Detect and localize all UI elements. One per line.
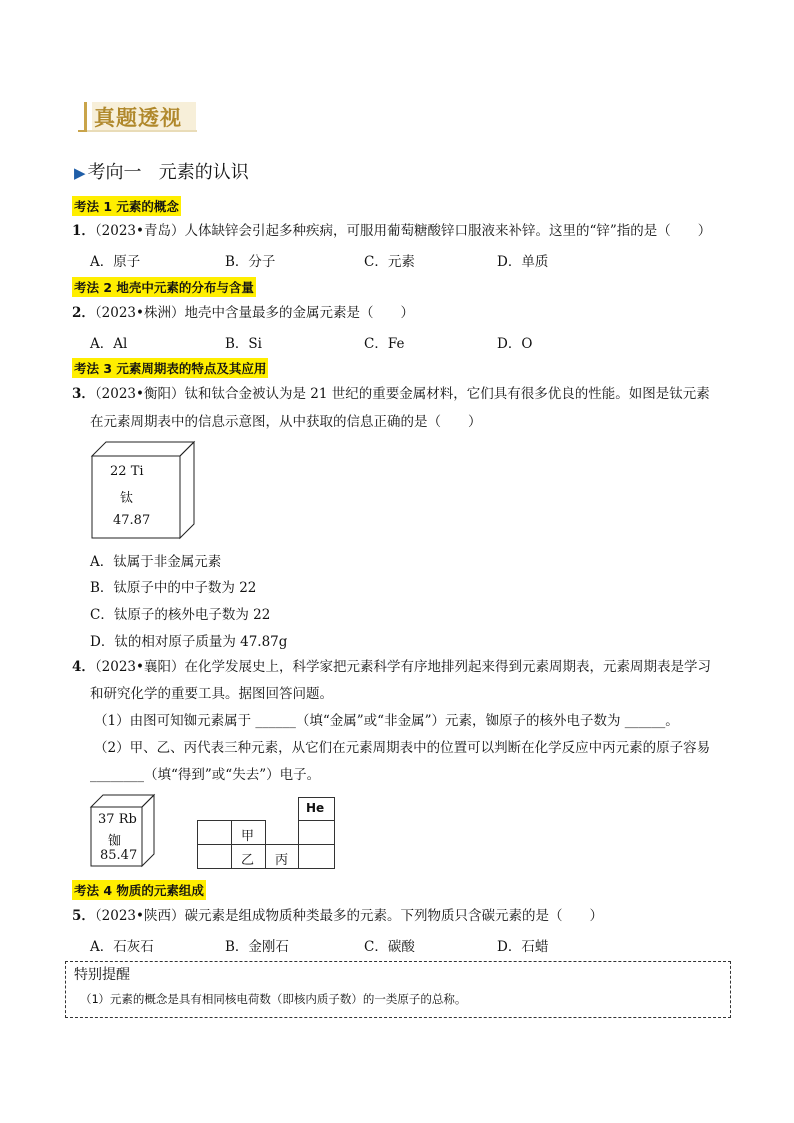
question-4-line-2: 和研究化学的重要工具。据图回答问题。 bbox=[90, 686, 333, 702]
question-text: （2023•陕西）碳元素是组成物质种类最多的元素。下列物质只含碳元素的是（ ） bbox=[94, 908, 603, 924]
option-b: B．Si bbox=[225, 336, 262, 352]
option-c: C．Fe bbox=[364, 336, 405, 352]
question-4-line-1 bbox=[72, 658, 711, 676]
option-a: A．石灰石 bbox=[90, 939, 154, 955]
titanium-number-symbol bbox=[110, 464, 144, 479]
table-cell-jia bbox=[231, 820, 266, 845]
special-reminder-box bbox=[65, 961, 731, 1018]
element-symbol: Ti bbox=[130, 464, 144, 479]
question-3-line-1 bbox=[72, 385, 710, 403]
element-name: 铷 bbox=[108, 834, 122, 849]
table-cell-he bbox=[298, 797, 335, 821]
atomic-number: 22 bbox=[110, 464, 127, 479]
question-text: （2023•衡阳）钛和钛合金被认为是 21 世纪的重要金属材料，它们具有很多优良的性能。如图是钛元素 bbox=[94, 386, 710, 402]
question-number: 5． bbox=[72, 908, 95, 924]
option-c: C．碳酸 bbox=[364, 939, 415, 955]
element-name: 钛 bbox=[120, 491, 134, 506]
table-cell-yi bbox=[231, 844, 266, 869]
option-d: D．O bbox=[497, 336, 533, 352]
reminder-title: 特别提醒 bbox=[74, 967, 130, 983]
question-2 bbox=[72, 304, 414, 322]
periodic-table-fragment bbox=[197, 797, 337, 869]
option-a: A．原子 bbox=[90, 254, 141, 270]
he-label: He bbox=[306, 801, 325, 815]
atomic-mass: 47.87 bbox=[113, 513, 151, 528]
question-text: （2023•青岛）人体缺锌会引起多种疾病，可服用葡萄糖酸锌口服液来补锌。这里的“锌”指的是（ ） bbox=[94, 223, 712, 239]
option-a: A．钛属于非金属元素 bbox=[90, 554, 222, 570]
option-b: B．分子 bbox=[225, 254, 276, 270]
section-banner bbox=[78, 96, 198, 136]
element-symbol: Rb bbox=[118, 812, 137, 827]
question-4-sub-2b: ________（填“得到”或“失去”）电子。 bbox=[90, 767, 321, 783]
question-4-sub-1: （1）由图可知铷元素属于 ______（填“金属”或“非金属”）元素，铷原子的核外电子数为 ______。 bbox=[94, 713, 679, 729]
question-1 bbox=[72, 222, 711, 240]
banner-title: 真题透视 bbox=[94, 106, 182, 130]
method-label-2: 考法 2 地壳中元素的分布与含量 bbox=[72, 277, 256, 297]
question-number: 2． bbox=[72, 305, 95, 321]
option-b: B．金刚石 bbox=[225, 939, 289, 955]
bing-label: 丙 bbox=[275, 853, 289, 868]
method-label-1: 考法 1 元素的概念 bbox=[72, 196, 181, 216]
method-label-3: 考法 3 元素周期表的特点及其应用 bbox=[72, 358, 268, 378]
question-number: 1． bbox=[72, 223, 95, 239]
method-label-4: 考法 4 物质的元素组成 bbox=[72, 880, 206, 900]
section-heading bbox=[74, 158, 249, 184]
yi-label: 乙 bbox=[241, 853, 255, 868]
option-c: C．钛原子的核外电子数为 22 bbox=[90, 607, 271, 623]
option-b: B．钛原子中的中子数为 22 bbox=[90, 580, 257, 596]
rubidium-number-symbol bbox=[98, 812, 137, 827]
option-d: D．钛的相对原子质量为 47.87g bbox=[90, 634, 288, 650]
jia-label: 甲 bbox=[241, 829, 255, 844]
option-d: D．石蜡 bbox=[497, 939, 549, 955]
table-cell bbox=[298, 820, 335, 845]
question-text: （2023•襄阳）在化学发展史上，科学家把元素科学有序地排列起来得到元素周期表，元素周期表是学习 bbox=[94, 659, 711, 675]
banner-bar bbox=[84, 102, 87, 132]
table-cell-bing bbox=[265, 844, 299, 869]
option-c: C．元素 bbox=[364, 254, 415, 270]
question-4-sub-2a: （2）甲、乙、丙代表三种元素，从它们在元素周期表中的位置可以判断在化学反应中丙元素的原子容易 bbox=[94, 740, 711, 756]
atomic-mass: 85.47 bbox=[100, 848, 138, 863]
question-3-line-2: 在元素周期表中的信息示意图，从中获取的信息正确的是（ ） bbox=[90, 414, 482, 430]
question-5 bbox=[72, 907, 603, 925]
reminder-text: （1）元素的概念是具有相同核电荷数（即核内质子数）的一类原子的总称。 bbox=[80, 992, 467, 1006]
table-cell bbox=[197, 820, 232, 845]
option-d: D．单质 bbox=[497, 254, 549, 270]
atomic-number: 37 bbox=[98, 812, 115, 827]
question-number: 3． bbox=[72, 386, 95, 402]
table-cell bbox=[197, 844, 232, 869]
question-text: （2023•株洲）地壳中含量最多的金属元素是（ ） bbox=[94, 305, 414, 321]
triangle-marker-icon: ▶ bbox=[74, 164, 86, 182]
option-a: A．Al bbox=[90, 336, 128, 352]
section-title: 考向一 元素的认识 bbox=[87, 162, 249, 183]
table-cell bbox=[298, 844, 335, 869]
question-number: 4． bbox=[72, 659, 95, 675]
